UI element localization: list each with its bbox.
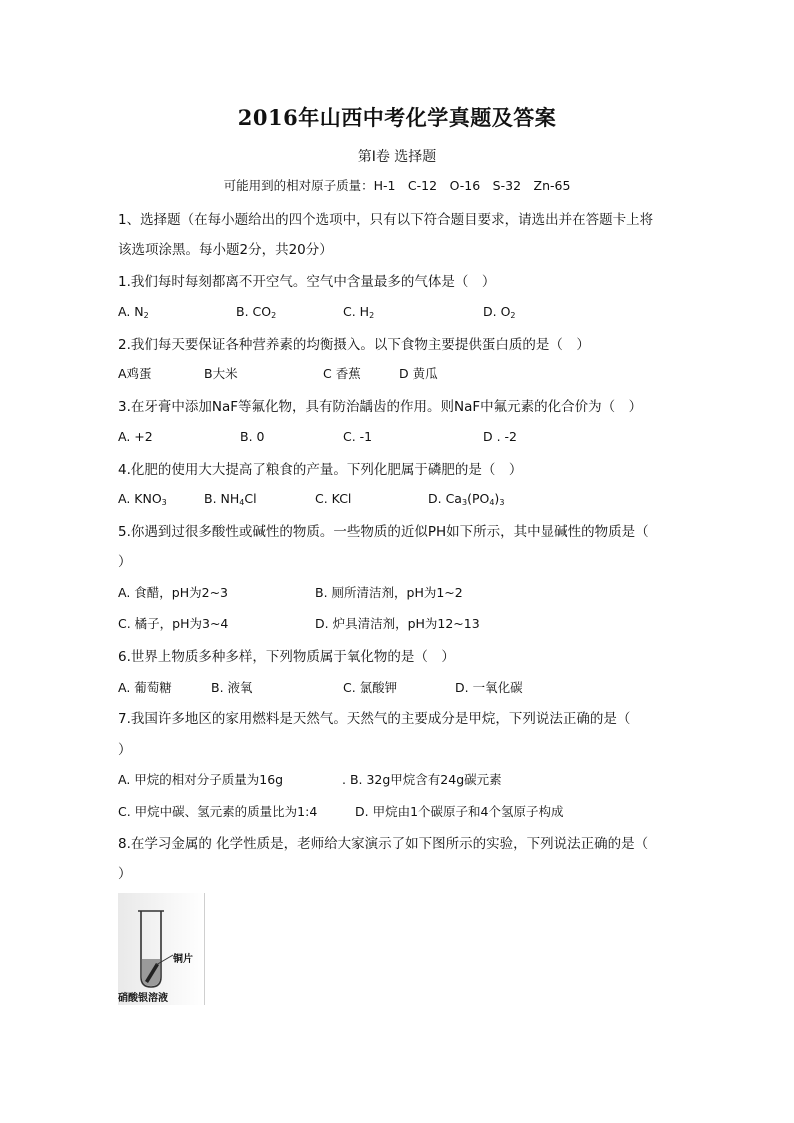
question-2-text: 2.我们每天要保证各种营养素的均衡摄入。以下食物主要提供蛋白质的是（ ） (118, 337, 590, 353)
question-2-option-a: A鸡蛋 (118, 366, 152, 381)
silver-nitrate-label: 硝酸银溶液 (118, 993, 168, 1004)
question-3-option-a: A. +2 (118, 429, 153, 444)
atomic-mass-note: 可能用到的相对原子质量：H-1 C-12 O-16 S-32 Zn-65 (223, 178, 571, 193)
question-3-option-d: D . -2 (483, 429, 518, 444)
question-4-option-a: A. $KNO_3$ (118, 491, 167, 507)
question-6-option-d: D. 一氧化碳 (455, 680, 523, 695)
question-6-option-a: A. 葡萄糖 (118, 680, 172, 695)
question-6-option-c: C. 氯酸钾 (343, 680, 398, 695)
question-8-text-line-1: 8.在学习金属的 化学性质是，老师给大家演示了如下图所示的实验，下列说法正确的是（ (118, 836, 649, 852)
experiment-figure (118, 893, 208, 1005)
question-1-option-c: C. $H_2$ (343, 304, 375, 320)
question-1-text: 1.我们每时每刻都离不开空气。空气中含量最多的气体是（ ） (118, 274, 496, 290)
question-3-option-b: B. 0 (240, 429, 265, 444)
question-7-option-d: D. 甲烷由1个碳原子和4个氢原子构成 (355, 804, 564, 819)
question-2-option-c: C 香蕉 (323, 366, 361, 381)
copper-strip-label: 铜片 (173, 954, 193, 965)
question-3-option-c: C. -1 (343, 429, 373, 444)
question-2-option-b: B大米 (204, 366, 238, 381)
question-3-text: 3.在牙膏中添加NaF等氟化物，具有防治龋齿的作用。则NaF中氟元素的化合价为（ ） (118, 399, 643, 415)
question-7-option-a: A. 甲烷的相对分子质量为16g (118, 772, 284, 787)
question-7-option-b: . B. 32g甲烷含有24g碳元素 (342, 772, 502, 787)
page-title: 2016年山西中考化学真题及答案 (237, 105, 557, 130)
question-7-option-c: C. 甲烷中碳、氢元素的质量比为1:4 (118, 804, 318, 819)
section-heading: 第Ⅰ卷 选择题 (357, 149, 437, 165)
question-7-text-line-1: 7.我国许多地区的家用燃料是天然气。天然气的主要成分是甲烷，下列说法正确的是（ (118, 711, 631, 727)
question-5-text-line-1: 5.你遇到过很多酸性或碱性的物质。一些物质的近似PH如下所示，其中显碱性的物质是（ (118, 524, 649, 540)
question-1-option-d: D. $O_2$ (483, 304, 516, 320)
question-1-option-a: A. $N_2$ (118, 304, 149, 320)
instructions-line-1: 1、选择题（在每小题给出的四个选项中，只有以下符合题目要求，请选出并在答题卡上将 (118, 212, 654, 228)
question-5-text-line-2: ） (118, 554, 132, 570)
question-8-text-line-2: ） (118, 866, 132, 882)
question-4-text: 4.化肥的使用大大提高了粮食的产量。下列化肥属于磷肥的是（ ） (118, 462, 523, 478)
question-5-option-c: C. 橘子，pH为3~4 (118, 616, 229, 631)
question-2-option-d: D 黄瓜 (399, 366, 438, 381)
question-1-option-b: B. $CO_2$ (236, 304, 277, 320)
question-5-option-d: D. 炉具清洁剂，pH为12~13 (315, 616, 480, 631)
instructions-line-2: 该选项涂黑。每小题2分，共20分） (118, 242, 333, 258)
question-4-option-b: B. $NH_4Cl$ (204, 491, 257, 507)
question-7-text-line-2: ） (118, 742, 132, 758)
question-5-option-b: B. 厕所清洁剂，pH为1~2 (315, 585, 463, 600)
question-5-option-a: A. 食醋，pH为2~3 (118, 585, 228, 600)
figure-divider (204, 893, 205, 1005)
question-4-option-c: C. KCl (315, 491, 352, 506)
question-6-text: 6.世界上物质多种多样，下列物质属于氧化物的是（ ） (118, 649, 455, 665)
question-6-option-b: B. 液氧 (211, 680, 253, 695)
question-4-option-d: D. $Ca_3(PO_4)_3$ (428, 491, 505, 507)
